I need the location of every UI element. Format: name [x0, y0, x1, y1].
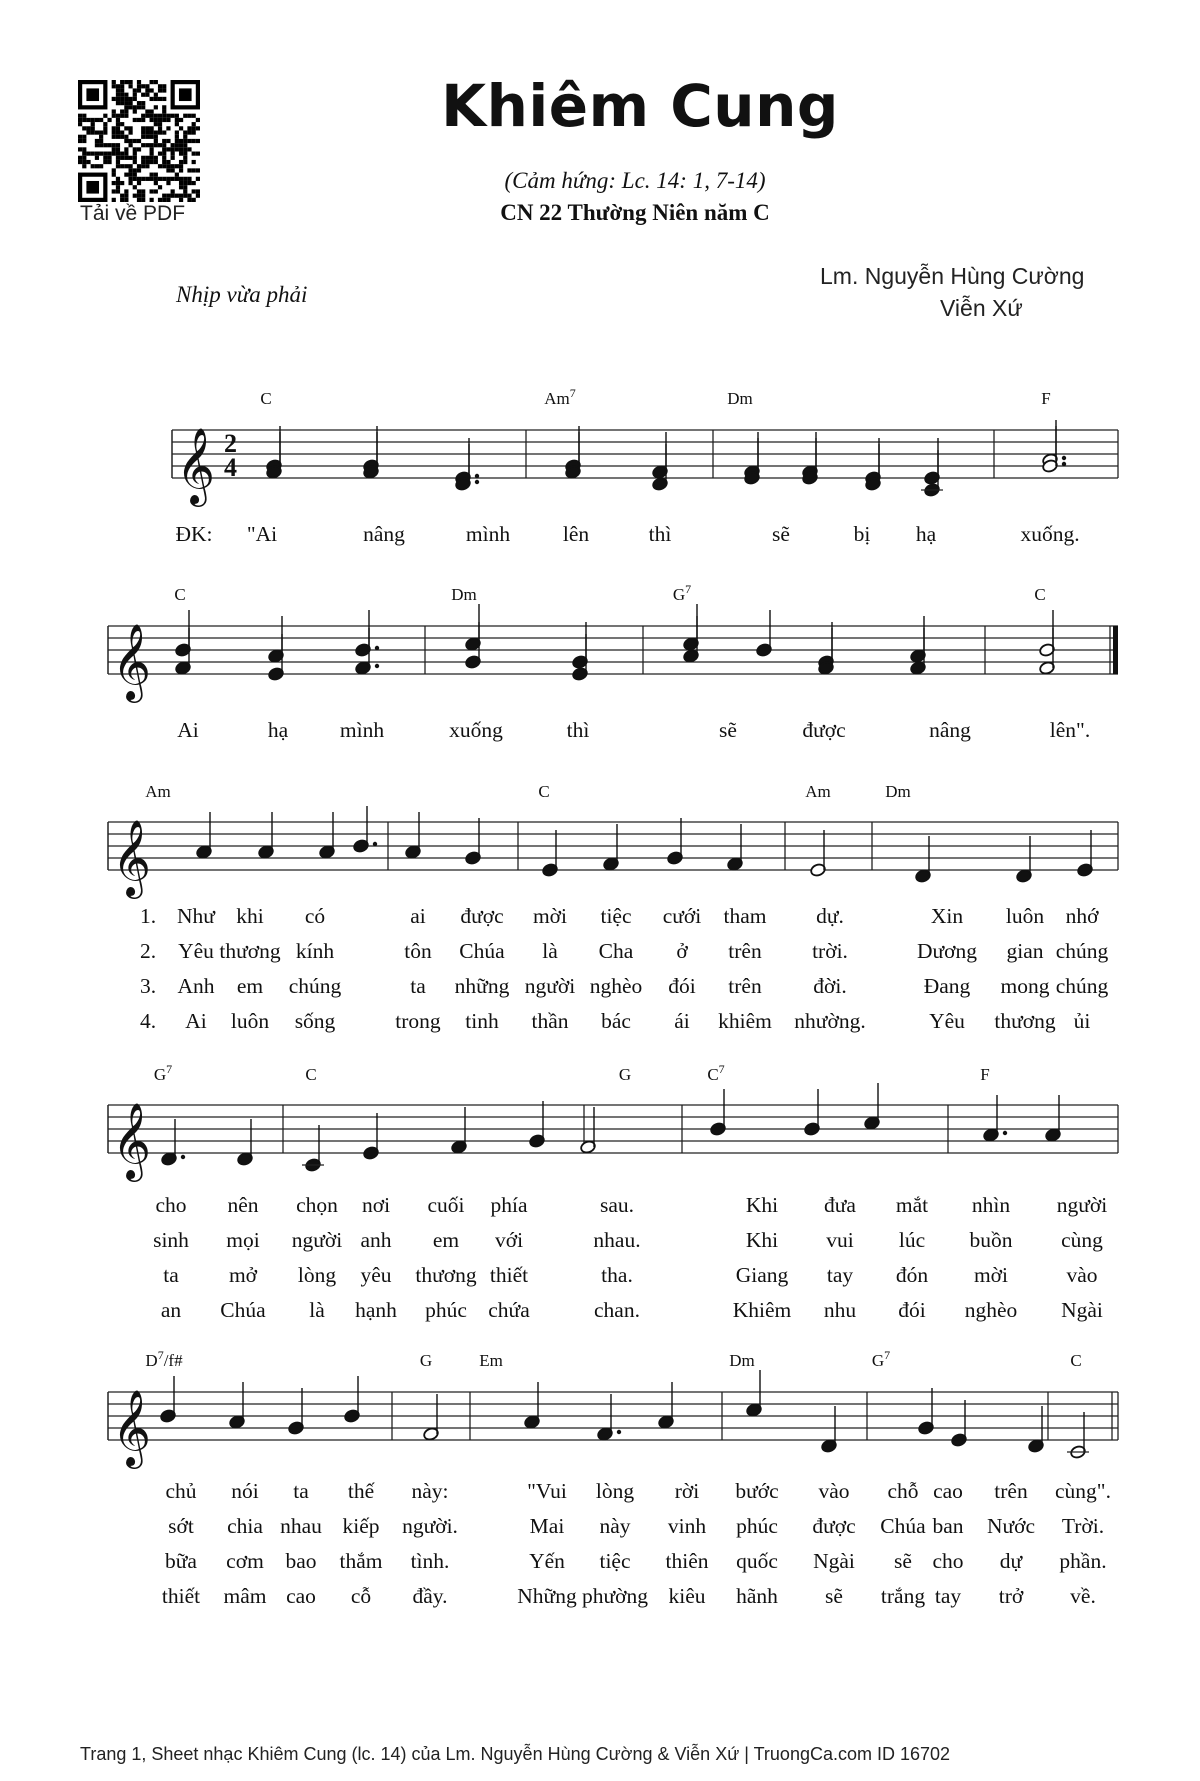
composer-credit: Lm. Nguyễn Hùng Cường	[820, 263, 1085, 289]
lyric-syllable: trở	[998, 1584, 1024, 1608]
lyric-syllable: nâng	[363, 522, 405, 546]
chord-symbol: C	[305, 1065, 317, 1084]
lyric-syllable: hạnh	[355, 1298, 397, 1322]
lyric-syllable: cuối	[427, 1193, 465, 1217]
lyric-syllable: có	[304, 904, 326, 928]
lyric-syllable: 4.	[139, 1009, 157, 1033]
lyric-syllable: Chúa	[880, 1514, 926, 1538]
lyric-syllable: xuống.	[1020, 522, 1080, 546]
lyric-syllable: kiếp	[342, 1514, 380, 1538]
lyric-syllable: này:	[411, 1479, 449, 1503]
lyric-syllable: xuống	[449, 718, 503, 742]
lyric-syllable: Ai	[177, 718, 199, 742]
lyric-syllable: ái	[674, 1009, 690, 1033]
time-signature-bottom: 4	[224, 453, 237, 482]
lyric-syllable: gian	[1006, 939, 1044, 963]
lyric-syllable: thì	[648, 522, 672, 546]
lyric-syllable: đón	[895, 1263, 929, 1287]
lyric-syllable: Yến	[529, 1549, 565, 1573]
lyric-syllable: tham	[723, 904, 767, 928]
lyric-syllable: anh	[360, 1228, 392, 1252]
lyric-syllable: tay	[826, 1263, 854, 1287]
lyric-syllable: Yêu	[178, 939, 214, 963]
staff-system	[172, 427, 1118, 507]
chord-symbol: Dm	[729, 1351, 755, 1370]
lyric-syllable: mời	[973, 1263, 1009, 1287]
treble-clef-icon: 𝄞	[112, 623, 152, 700]
lyric-syllable: lên	[562, 522, 590, 546]
treble-clef-icon: 𝄞	[176, 427, 216, 504]
lyric-syllable: nghèo	[964, 1298, 1018, 1322]
lyric-syllable: phúc	[736, 1514, 778, 1538]
lyric-syllable: cho	[932, 1549, 964, 1573]
lyric-syllable: sẽ	[894, 1549, 912, 1573]
lyric-syllable: Trời.	[1061, 1514, 1105, 1538]
lyric-syllable: luôn	[230, 1009, 270, 1033]
lyric-syllable: tình.	[410, 1549, 450, 1573]
lyric-syllable: kiêu	[668, 1584, 706, 1608]
chord-symbol: C	[1070, 1351, 1082, 1370]
chord-symbol: F	[1041, 389, 1051, 408]
dot	[181, 1155, 185, 1159]
lyric-syllable: thiết	[161, 1584, 201, 1608]
lyric-syllable: là	[542, 939, 558, 963]
lyric-syllable: khiêm	[718, 1009, 772, 1033]
lyric-syllable: Yêu	[929, 1009, 965, 1033]
lyric-syllable: trên	[994, 1479, 1028, 1503]
staff-system	[108, 1102, 1118, 1182]
lyric-syllable: thế	[347, 1479, 375, 1503]
lyric-syllable: ta	[410, 974, 426, 998]
lyric-syllable: ủi	[1073, 1009, 1091, 1033]
lyric-syllable: em	[432, 1228, 460, 1252]
lyric-syllable: tha.	[601, 1263, 633, 1287]
lyric-syllable: cơm	[226, 1549, 264, 1573]
lyric-syllable: người	[291, 1228, 343, 1252]
lyric-syllable: yêu	[360, 1263, 392, 1287]
lyric-syllable: Ngài	[1061, 1298, 1103, 1322]
lyric-syllable: về.	[1070, 1584, 1096, 1608]
dot	[1062, 462, 1066, 466]
lyric-syllable: cao	[286, 1584, 316, 1608]
lyric-syllable: ban	[932, 1514, 964, 1538]
lyric-syllable: vui	[826, 1228, 854, 1252]
chord-symbol: Em	[479, 1351, 503, 1370]
lyric-syllable: phường	[581, 1584, 649, 1608]
lyric-syllable: lòng	[595, 1479, 635, 1503]
lyric-syllable: hạ	[915, 522, 937, 546]
lyric-syllable: người.	[402, 1514, 458, 1538]
lyric-syllable: vào	[818, 1479, 850, 1503]
lyric-syllable: Đang	[923, 974, 971, 998]
lyric-syllable: trắng	[880, 1584, 926, 1608]
lyric-syllable: Ngài	[813, 1549, 855, 1573]
lyric-syllable: sinh	[153, 1228, 189, 1252]
chord-symbol: $G^7$	[153, 1062, 173, 1084]
lyric-syllable: với	[494, 1228, 524, 1252]
lyricist-credit: Viễn Xứ	[940, 295, 1023, 321]
lyric-syllable: Những	[517, 1584, 577, 1608]
lyric-syllable: lòng	[297, 1263, 337, 1287]
lyric-syllable: bác	[601, 1009, 631, 1033]
treble-clef-icon: 𝄞	[112, 1102, 152, 1179]
lyric-syllable: sẽ	[825, 1584, 843, 1608]
lyric-syllable: cùng".	[1055, 1479, 1111, 1503]
lyric-syllable: ở	[676, 939, 688, 963]
lyric-syllable: thần	[531, 1009, 569, 1033]
lyric-syllable: sau.	[599, 1193, 635, 1217]
lyric-syllable: lên".	[1049, 718, 1091, 742]
lyric-syllable: Khi	[745, 1193, 779, 1217]
lyric-syllable: luôn	[1005, 904, 1045, 928]
lyric-syllable: Chúa	[459, 939, 505, 963]
chord-symbol: F	[980, 1065, 990, 1084]
lyric-syllable: Chúa	[220, 1298, 266, 1322]
lyric-syllable: "Ai	[246, 522, 278, 546]
lyric-syllable: vào	[1066, 1263, 1098, 1287]
lyric-syllable: mong	[1000, 974, 1050, 998]
song-title: Khiêm Cung	[441, 72, 839, 140]
dot	[1062, 456, 1066, 460]
page-footer: Trang 1, Sheet nhạc Khiêm Cung (lc. 14) của Lm. Nguyễn Hùng Cường & Viễn Xứ | TruongCa.com ID 16702	[80, 1744, 951, 1764]
staff-system	[108, 1389, 1118, 1469]
dot	[1003, 1131, 1007, 1135]
lyric-syllable: ĐK:	[175, 522, 213, 546]
lyric-syllable: Anh	[177, 974, 215, 998]
lyric-syllable: ta	[163, 1263, 179, 1287]
lyric-syllable: bị	[853, 522, 871, 546]
lyric-syllable: bữa	[165, 1549, 197, 1573]
time-signature-top: 2	[224, 429, 237, 458]
lyric-syllable: dự	[999, 1549, 1023, 1573]
lyric-syllable: cỗ	[350, 1584, 372, 1608]
scripture-reference: (Cảm hứng: Lc. 14: 1, 7-14)	[504, 168, 766, 193]
lyric-syllable: em	[236, 974, 264, 998]
lyric-syllable: sẽ	[719, 718, 737, 742]
dot	[475, 480, 479, 484]
lyric-syllable: trên	[728, 939, 762, 963]
lyric-syllable: nhau	[280, 1514, 322, 1538]
treble-clef-icon: 𝄞	[112, 1389, 152, 1466]
dot	[375, 646, 379, 650]
chord-symbol: $D^7/f\#$	[145, 1348, 183, 1370]
lyric-syllable: Xin	[930, 904, 964, 928]
lyric-syllable: nói	[231, 1479, 259, 1503]
lyric-syllable: sống	[294, 1009, 336, 1033]
dot	[617, 1430, 621, 1434]
lyric-syllable: Nước	[986, 1514, 1036, 1538]
lyric-syllable: đưa	[824, 1193, 856, 1217]
lyric-syllable: cao	[933, 1479, 963, 1503]
lyric-syllable: tôn	[404, 939, 432, 963]
lyric-syllable: thương	[219, 939, 281, 963]
lyric-syllable: mời	[532, 904, 568, 928]
lyric-syllable: người	[1056, 1193, 1108, 1217]
lyric-syllable: bao	[285, 1549, 317, 1573]
lyric-syllable: mình	[339, 718, 385, 742]
dot	[373, 842, 377, 846]
chord-symbol: Dm	[727, 389, 753, 408]
lyric-syllable: nơi	[361, 1193, 391, 1217]
lyric-syllable: thương	[415, 1263, 477, 1287]
liturgical-occasion: CN 22 Thường Niên năm C	[500, 200, 770, 225]
lyric-syllable: hãnh	[736, 1584, 778, 1608]
lyric-syllable: nhìn	[971, 1193, 1011, 1217]
staff-system	[108, 623, 1118, 703]
lyric-syllable: tay	[934, 1584, 962, 1608]
lyric-syllable: chúng	[1055, 974, 1109, 998]
chord-symbol: C	[174, 585, 186, 604]
chord-symbol: $G^7$	[672, 582, 692, 604]
lyric-syllable: 3.	[139, 974, 157, 998]
lyric-syllable: Mai	[529, 1514, 565, 1538]
lyric-syllable: mắt	[895, 1193, 929, 1217]
lyric-syllable: nhau.	[593, 1228, 641, 1252]
lyric-syllable: quốc	[736, 1549, 778, 1573]
lyric-syllable: thì	[566, 718, 590, 742]
lyric-syllable: Ai	[185, 1009, 207, 1033]
lyric-syllable: phần.	[1059, 1549, 1107, 1573]
lyric-syllable: Khi	[745, 1228, 779, 1252]
lyric-syllable: tinh	[465, 1009, 499, 1033]
lyric-syllable: nhường.	[794, 1009, 866, 1033]
lyric-syllable: Cha	[598, 939, 634, 963]
lyric-syllable: vinh	[667, 1514, 707, 1538]
chord-symbol: Am	[145, 782, 171, 801]
lyric-syllable: bước	[735, 1479, 779, 1503]
chord-symbol: C	[260, 389, 272, 408]
lyric-syllable: mâm	[223, 1584, 267, 1608]
lyric-syllable: sẽ	[772, 522, 790, 546]
lyric-syllable: thương	[994, 1009, 1056, 1033]
lyric-syllable: chúng	[288, 974, 342, 998]
final-barline	[1113, 626, 1118, 674]
lyric-syllable: trong	[395, 1009, 441, 1033]
lyric-syllable: tiệc	[599, 1549, 631, 1573]
lyric-syllable: cùng	[1061, 1228, 1103, 1252]
lyric-syllable: Khiêm	[732, 1298, 792, 1322]
lyric-syllable: chọn	[296, 1193, 338, 1217]
lyric-syllable: người	[524, 974, 576, 998]
lyric-syllable: Dương	[916, 939, 978, 963]
lyric-syllable: cho	[155, 1193, 187, 1217]
lyric-syllable: đời.	[813, 974, 847, 998]
lyric-syllable: chia	[227, 1514, 263, 1538]
dot	[475, 474, 479, 478]
chord-symbol: Dm	[885, 782, 911, 801]
lyric-syllable: cưới	[662, 904, 702, 928]
lyric-syllable: Như	[177, 904, 215, 928]
lyric-syllable: được	[460, 904, 504, 928]
lyric-syllable: được	[802, 718, 846, 742]
lyric-syllable: dự.	[816, 904, 844, 928]
treble-clef-icon: 𝄞	[112, 819, 152, 896]
lyric-syllable: nhu	[823, 1298, 857, 1322]
lyric-syllable: 2.	[139, 939, 157, 963]
dot	[375, 664, 379, 668]
lyric-syllable: chỗ	[887, 1479, 919, 1503]
lyric-syllable: là	[309, 1298, 325, 1322]
lyric-syllable: đầy.	[412, 1584, 448, 1608]
lyric-syllable: tiệc	[600, 904, 632, 928]
lyric-syllable: đói	[898, 1298, 926, 1322]
lyric-syllable: hạ	[267, 718, 289, 742]
chord-symbol: G	[419, 1351, 433, 1370]
lyric-syllable: được	[812, 1514, 856, 1538]
lyric-syllable: 1.	[139, 904, 157, 928]
lyric-syllable: phúc	[425, 1298, 467, 1322]
lyric-syllable: ai	[410, 904, 426, 928]
chord-symbol: $G^7$	[871, 1348, 891, 1370]
chord-symbol: $C^7$	[707, 1062, 725, 1084]
lyric-syllable: chúng	[1055, 939, 1109, 963]
lyric-syllable: những	[454, 974, 510, 998]
lyric-syllable: phía	[490, 1193, 528, 1217]
lyric-syllable: thiết	[489, 1263, 529, 1287]
lyric-syllable: này	[599, 1514, 631, 1538]
chord-symbol: Am	[805, 782, 831, 801]
chord-symbol: C	[1034, 585, 1046, 604]
lyric-syllable: trời.	[812, 939, 848, 963]
lyric-syllable: ta	[293, 1479, 309, 1503]
lyric-syllable: nên	[227, 1193, 259, 1217]
lyric-syllable: "Vui	[527, 1479, 567, 1503]
lyric-syllable: buồn	[969, 1228, 1013, 1252]
chord-symbol: G	[618, 1065, 632, 1084]
lyric-syllable: rời	[674, 1479, 700, 1503]
lyric-syllable: chan.	[594, 1298, 640, 1322]
lyric-syllable: nghèo	[589, 974, 643, 998]
lyric-syllable: mình	[465, 522, 511, 546]
lyric-syllable: chủ	[165, 1479, 197, 1503]
lyric-syllable: mọi	[226, 1228, 260, 1252]
chord-symbol: C	[538, 782, 550, 801]
chord-symbol: Am$^7$	[544, 386, 576, 408]
lyric-syllable: khi	[236, 904, 264, 928]
lyric-syllable: kính	[295, 939, 335, 963]
chord-symbol: Dm	[451, 585, 477, 604]
lyric-syllable: đói	[668, 974, 696, 998]
lyric-syllable: mở	[228, 1263, 258, 1287]
lyric-syllable: chứa	[488, 1298, 530, 1322]
lyric-syllable: an	[160, 1298, 182, 1322]
lyric-syllable: Giang	[735, 1263, 789, 1287]
lyric-syllable: thắm	[339, 1549, 383, 1573]
lyric-syllable: thiên	[665, 1549, 709, 1573]
lyric-syllable: lúc	[898, 1228, 926, 1252]
download-pdf-link[interactable]: Tải về PDF	[80, 202, 186, 225]
lyric-syllable: sớt	[168, 1514, 194, 1538]
lyric-syllable: nâng	[929, 718, 971, 742]
lyric-syllable: trên	[728, 974, 762, 998]
lyric-syllable: nhớ	[1065, 904, 1099, 928]
tempo-marking: Nhịp vừa phải	[176, 282, 308, 307]
